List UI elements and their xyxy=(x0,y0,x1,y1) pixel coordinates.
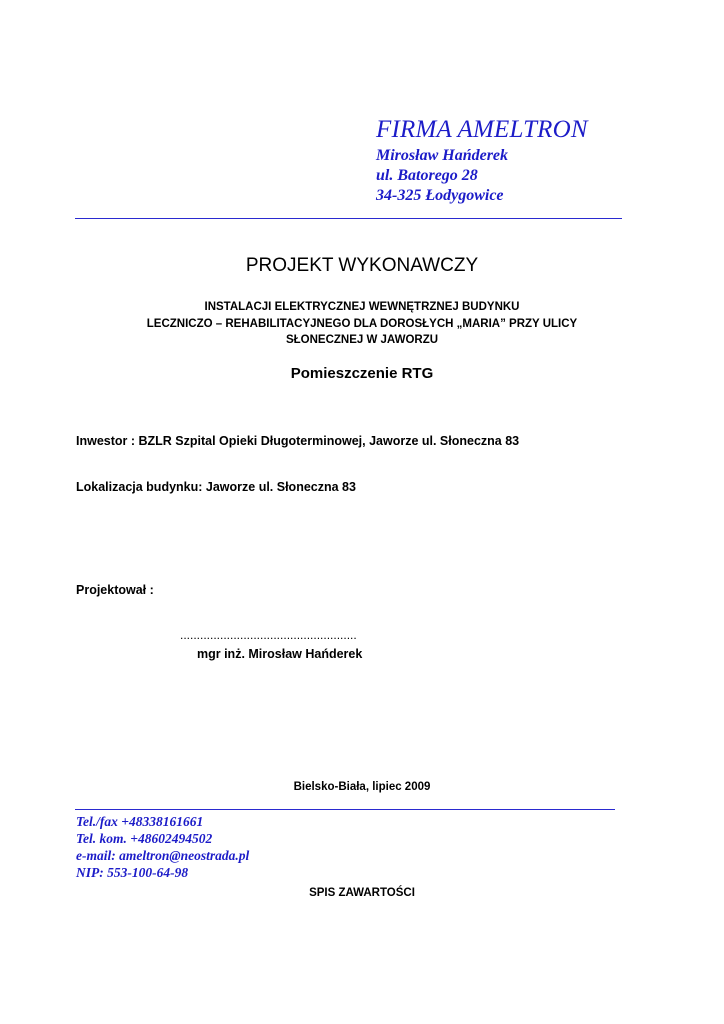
firm-owner: Mirosław Hańderek xyxy=(376,147,509,164)
document-title: PROJEKT WYKONAWCZY xyxy=(245,255,479,276)
firm-street: ul. Batorego 28 xyxy=(376,167,478,184)
footer-divider xyxy=(75,809,615,810)
contact-nip: NIP: 553-100-64-98 xyxy=(76,865,189,880)
firm-name: FIRMA AMELTRON xyxy=(376,116,588,143)
subtitle-line-3: SŁONECZNEJ W JAWORZU xyxy=(285,334,439,346)
location-line: Lokalizacja budynku: Jaworze ul. Słoneczna 83 xyxy=(76,480,356,494)
header-divider xyxy=(75,218,622,219)
designer-name: mgr inż. Mirosław Hańderek xyxy=(197,647,363,661)
subtitle-line-2: LECZNICZO – REHABILITACYJNEGO DLA DOROSŁYCH „MARIA” PRZY ULICY xyxy=(146,318,578,330)
contact-tel-fax: Tel./fax +48338161661 xyxy=(76,814,204,829)
firm-city: 34-325 Łodygowice xyxy=(376,187,504,204)
contact-tel-kom: Tel. kom. +48602494502 xyxy=(76,831,213,846)
investor-line: Inwestor : BZLR Szpital Opieki Długoterminowej, Jaworze ul. Słoneczna 83 xyxy=(76,434,520,448)
contact-email: e-mail: ameltron@neostrada.pl xyxy=(76,848,250,863)
room-name: Pomieszczenie RTG xyxy=(290,365,434,382)
signature-dots: ..................................................... xyxy=(180,628,357,642)
place-date: Bielsko-Biała, lipiec 2009 xyxy=(293,781,431,793)
subtitle-line-1: INSTALACJI ELEKTRYCZNEJ WEWNĘTRZNEJ BUDYNKU xyxy=(204,301,520,313)
designed-by-label: Projektował : xyxy=(76,583,154,597)
toc-heading: SPIS ZAWARTOŚCI xyxy=(309,887,415,899)
